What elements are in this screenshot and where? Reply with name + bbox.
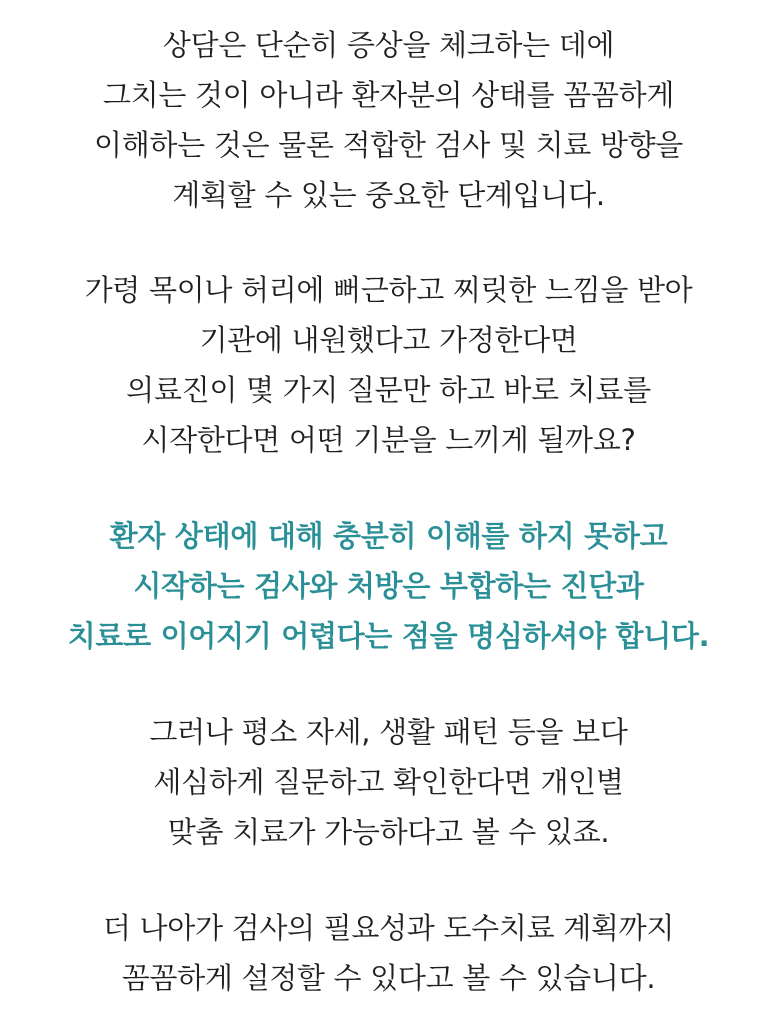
text-line: 더 나아가 검사의 필요성과 도수치료 계획까지 [102, 911, 675, 945]
text-line: 가령 목이나 허리에 뻐근하고 찌릿한 느낌을 받아 [84, 273, 693, 307]
text-line: 시작한다면 어떤 기분을 느끼게 될까요? [141, 423, 636, 457]
paragraph-consultation-intro [0, 20, 777, 220]
text-line: 맞춤 치료가 가능하다고 볼 수 있죠. [167, 815, 610, 849]
highlighted-text-line: 시작하는 검사와 처방은 부합하는 진단과 [133, 569, 644, 603]
paragraph-personalized-care [0, 707, 777, 857]
text-line: 이해하는 것은 물론 적합한 검사 및 치료 방향을 [94, 128, 683, 162]
paragraph-example-question [0, 265, 777, 465]
text-line: 의료진이 몇 가지 질문만 하고 바로 치료를 [126, 373, 651, 407]
text-line: 기관에 내원했다고 가정한다면 [199, 323, 578, 357]
text-line: 계획할 수 있는 중요한 단계입니다. [172, 178, 605, 212]
paragraph-highlighted-warning [0, 511, 777, 661]
highlighted-text-line: 치료로 이어지기 어렵다는 점을 명심하셔야 합니다. [67, 619, 710, 653]
paragraph-treatment-plan [0, 903, 777, 1003]
text-line: 세심하게 질문하고 확인한다면 개인별 [153, 765, 624, 799]
text-line: 그러나 평소 자세, 생활 패턴 등을 보다 [149, 715, 628, 749]
text-line: 꼼꼼하게 설정할 수 있다고 볼 수 있습니다. [121, 961, 656, 995]
text-line: 상담은 단순히 증상을 체크하는 데에 [162, 28, 615, 62]
text-line: 그치는 것이 아니라 환자분의 상태를 꼼꼼하게 [102, 78, 675, 112]
highlighted-text-line: 환자 상태에 대해 충분히 이해를 하지 못하고 [109, 519, 668, 553]
